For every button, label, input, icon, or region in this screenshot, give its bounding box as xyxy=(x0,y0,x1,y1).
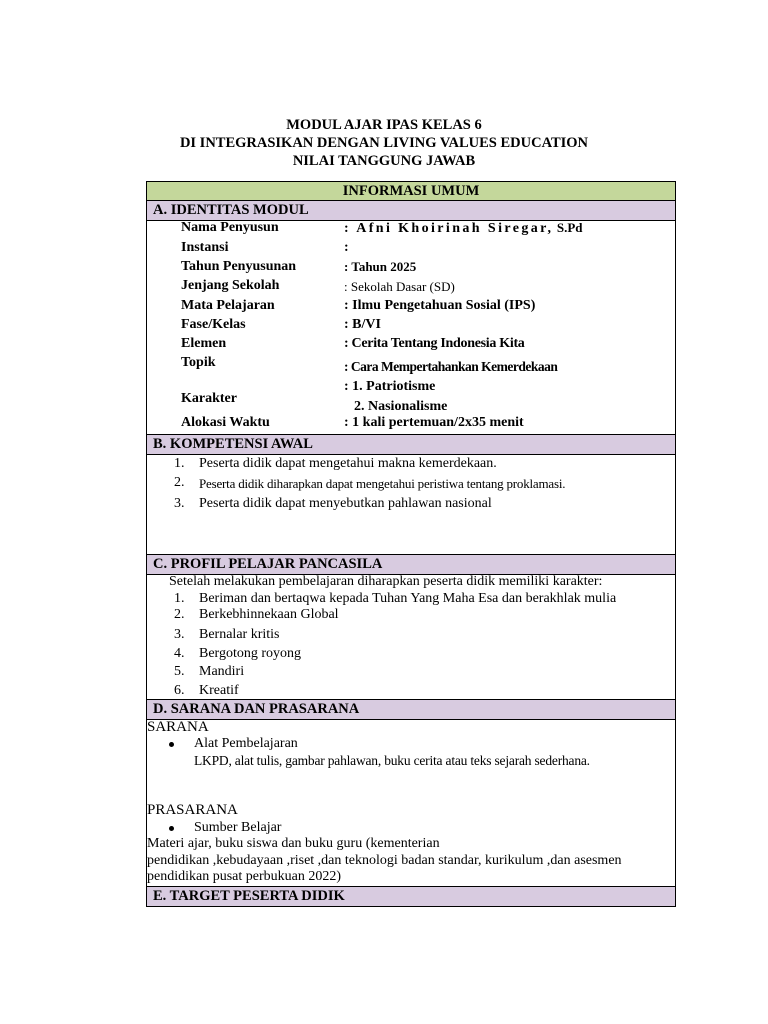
value-karakter-1: : 1. Patriotisme xyxy=(344,379,436,394)
document-subtitle: DI INTEGRASIKAN DENGAN LIVING VALUES EDUCATION xyxy=(179,135,589,151)
value-topik: : Cara Mempertahankan Kemerdekaan xyxy=(344,359,558,374)
document-value-title: NILAI TANGGUNG JAWAB xyxy=(292,153,476,169)
value-tahun-penyusunan: : Tahun 2025 xyxy=(344,259,417,274)
list-item: Mandiri xyxy=(199,664,245,679)
profil-intro: Setelah melakukan pembelajaran diharapkan peserta didik memiliki karakter: xyxy=(169,574,603,589)
list-number: 4. xyxy=(174,646,185,661)
list-item: Peserta didik dapat mengetahui makna kemerdekaan. xyxy=(199,456,497,471)
label-topik: Topik xyxy=(181,355,216,370)
label-jenjang-sekolah: Jenjang Sekolah xyxy=(181,278,280,293)
prasarana-bullet-item: Sumber Belajar xyxy=(194,820,282,835)
prasarana-label: PRASARANA xyxy=(147,802,238,818)
label-fase-kelas: Fase/Kelas xyxy=(181,317,246,332)
list-number: 1. xyxy=(174,591,185,606)
list-number: 5. xyxy=(174,664,185,679)
list-number: 3. xyxy=(174,627,185,642)
label-elemen: Elemen xyxy=(181,336,227,351)
label-tahun-penyusunan: Tahun Penyusunan xyxy=(181,259,297,274)
document-title: MODUL AJAR IPAS KELAS 6 xyxy=(286,117,482,133)
list-item: Kreatif xyxy=(199,683,239,698)
label-mata-pelajaran: Mata Pelajaran xyxy=(181,298,275,313)
label-instansi: Instansi xyxy=(181,240,229,255)
value-alokasi-waktu: : 1 kali pertemuan/2x35 menit xyxy=(344,415,524,430)
section-informasi-umum: INFORMASI UMUM xyxy=(146,181,676,201)
value-mata-pelajaran: : Ilmu Pengetahuan Sosial (IPS) xyxy=(344,298,536,313)
prasarana-text-line: pendidikan ,kebudayaan ,riset ,dan teknologi badan standar, kurikulum ,dan asesmen xyxy=(147,853,622,868)
value-elemen: : Cerita Tentang Indonesia Kita xyxy=(344,336,525,351)
list-item: Beriman dan bertaqwa kepada Tuhan Yang Maha Esa dan berakhlak mulia xyxy=(199,591,617,606)
list-number: 6. xyxy=(174,683,185,698)
section-sarana-prasarana: D. SARANA DAN PRASARANA xyxy=(146,699,676,720)
section-target-peserta-didik: E. TARGET PESERTA DIDIK xyxy=(146,886,676,907)
section-identitas-modul: A. IDENTITAS MODUL xyxy=(146,200,676,221)
list-number: 2. xyxy=(174,475,185,490)
sarana-bullet-item: Alat Pembelajaran xyxy=(194,736,298,751)
prasarana-text-line: Materi ajar, buku siswa dan buku guru (kementerian xyxy=(147,836,440,851)
list-number: 2. xyxy=(174,607,185,622)
value-fase-kelas: : B/VI xyxy=(344,317,381,332)
list-item: Bernalar kritis xyxy=(199,627,280,642)
bullet-icon xyxy=(169,742,174,747)
list-item: Peserta didik dapat menyebutkan pahlawan nasional xyxy=(199,496,492,511)
value-nama-penyusun: : Afni Khoirinah Siregar, S.Pd xyxy=(344,220,583,236)
list-number: 3. xyxy=(174,496,185,511)
sarana-label: SARANA xyxy=(147,719,209,735)
list-item: Bergotong royong xyxy=(199,646,302,661)
value-instansi: : xyxy=(344,240,349,255)
label-alokasi-waktu: Alokasi Waktu xyxy=(181,415,270,430)
list-item: Peserta didik diharapkan dapat mengetahui peristiwa tentang proklamasi. xyxy=(199,476,566,491)
section-kompetensi-awal: B. KOMPETENSI AWAL xyxy=(146,434,676,455)
prasarana-text-line: pendidikan pusat perbukuan 2022) xyxy=(147,869,342,884)
list-number: 1. xyxy=(174,456,185,471)
label-karakter: Karakter xyxy=(181,391,237,406)
section-profil-pelajar-pancasila: C. PROFIL PELAJAR PANCASILA xyxy=(146,554,676,575)
value-karakter-2: 2. Nasionalisme xyxy=(354,399,448,414)
label-nama-penyusun: Nama Penyusun xyxy=(181,220,279,235)
bullet-icon xyxy=(169,826,174,831)
list-item: Berkebhinnekaan Global xyxy=(199,607,339,622)
value-jenjang-sekolah: : Sekolah Dasar (SD) xyxy=(344,279,455,294)
sarana-detail: LKPD, alat tulis, gambar pahlawan, buku cerita atau teks sejarah sederhana. xyxy=(194,753,590,768)
